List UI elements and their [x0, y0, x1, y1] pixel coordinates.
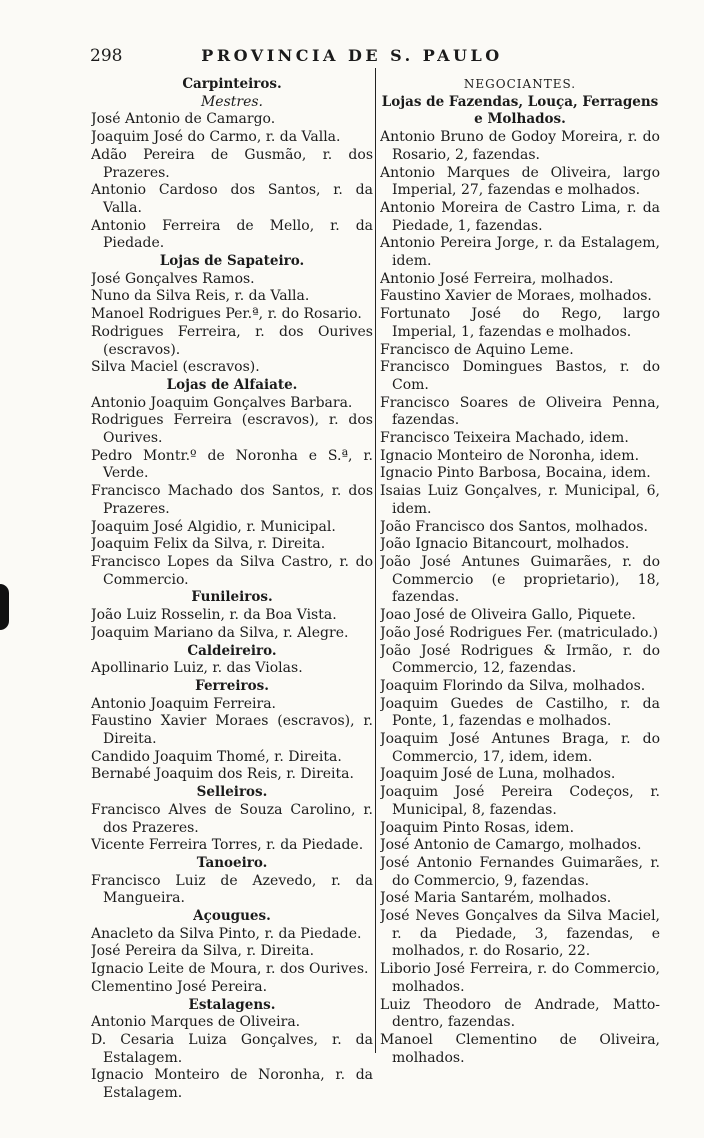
- binding-mark: [0, 584, 9, 630]
- directory-entry: Adão Pereira de Gusmão, r. dos Prazeres.: [91, 146, 373, 181]
- section-heading: Estalagens.: [188, 996, 276, 1013]
- directory-entry: José Gonçalves Ramos.: [91, 270, 255, 287]
- directory-entry: José Maria Santarém, molhados.: [380, 890, 612, 907]
- directory-entry: Ignacio Pinto Barbosa, Bocaina, idem.: [380, 465, 651, 482]
- directory-entry: Rodrigues Ferreira (escravos), r. dos Ourives.: [91, 412, 373, 447]
- sub-heading: Mestres.: [200, 93, 264, 110]
- directory-entry: Silva Maciel (escravos).: [91, 359, 260, 376]
- section-heading: Lojas de Fazendas, Louça, Ferragens e Molhados.: [381, 93, 659, 128]
- directory-entry: Joaquim Florindo da Silva, molhados.: [380, 677, 646, 694]
- directory-entry: José Neves Gonçalves da Silva Maciel, r. da Piedade, 3, fazendas, e molhados, r. do Rosario, 22.: [380, 908, 660, 960]
- section-heading: Lojas de Alfaiate.: [166, 376, 298, 393]
- directory-entry: Francisco Soares de Oliveira Penna, fazendas.: [380, 394, 660, 429]
- directory-entry: Rodrigues Ferreira, r. dos Ourives (escravos).: [91, 323, 373, 358]
- directory-entry: Francisco Lopes da Silva Castro, r. do Commercio.: [91, 553, 373, 588]
- directory-entry: Joaquim José Pereira Codeços, r. Municipal, 8, fazendas.: [380, 784, 660, 818]
- directory-entry: Candido Joaquim Thomé, r. Direita.: [91, 748, 342, 765]
- section-heading: Funileiros.: [191, 589, 273, 606]
- section-heading: Selleiros.: [196, 784, 268, 801]
- directory-entry: Luiz Theodoro de Andrade, Matto-dentro, fazendas.: [380, 996, 660, 1031]
- directory-entry: Antonio Moreira de Castro Lima, r. da Piedade, 1, fazendas.: [380, 199, 660, 234]
- directory-entry: Antonio Cardoso dos Santos, r. da Valla.: [91, 182, 373, 216]
- directory-entry: João Francisco dos Santos, molhados.: [380, 518, 648, 535]
- directory-entry: Apollinario Luiz, r. das Violas.: [91, 660, 303, 677]
- directory-entry: Ignacio Monteiro de Noronha, r. da Estalagem.: [91, 1067, 373, 1102]
- directory-entry: Joaquim Felix da Silva, r. Direita.: [91, 536, 326, 553]
- section-heading: Tanoeiro.: [196, 854, 268, 871]
- directory-entry: Ignacio Monteiro de Noronha, idem.: [380, 447, 640, 464]
- directory-entry: Nuno da Silva Reis, r. da Valla.: [91, 288, 310, 305]
- directory-entry: José Antonio Fernandes Guimarães, r. do Commercio, 9, fazendas.: [380, 854, 660, 889]
- section-heading: Ferreiros.: [195, 677, 269, 694]
- directory-entry: Francisco Alves de Souza Carolino, r. dos Prazeres.: [91, 801, 373, 836]
- directory-entry: Vicente Ferreira Torres, r. da Piedade.: [91, 837, 364, 854]
- directory-entry: Antonio Joaquim Gonçalves Barbara.: [91, 394, 353, 411]
- directory-entry: Isaias Luiz Gonçalves, r. Municipal, 6, idem.: [380, 483, 660, 517]
- running-head: PROVINCIA DE S. PAULO: [201, 46, 503, 65]
- directory-entry: João José Rodrigues & Irmão, r. do Commercio, 12, fazendas.: [380, 642, 660, 677]
- directory-entry: Joaquim José Algidio, r. Municipal.: [91, 518, 336, 535]
- page-number: 298: [90, 46, 123, 66]
- directory-entry: José Antonio de Camargo.: [91, 111, 276, 128]
- directory-entry: Clementino José Pereira.: [91, 978, 268, 995]
- directory-entry: Antonio Ferreira de Mello, r. da Piedade.: [91, 217, 373, 252]
- directory-entry: Francisco de Aquino Leme.: [380, 341, 574, 358]
- directory-entry: José Pereira da Silva, r. Direita.: [91, 943, 315, 960]
- directory-entry: João José Rodrigues Fer. (matriculado.): [380, 624, 659, 641]
- directory-entry: Antonio Joaquim Ferreira.: [91, 695, 276, 712]
- directory-entry: João José Antunes Guimarães, r. do Commercio (e proprietario), 18, fazendas.: [380, 553, 660, 606]
- directory-entry: Joaquim Guedes de Castilho, r. da Ponte, 1, fazendas e molhados.: [380, 695, 660, 730]
- directory-entry: Joaquim José do Carmo, r. da Valla.: [91, 129, 341, 146]
- directory-entry: Fortunato José do Rego, largo Imperial, 1, fazendas e molhados.: [380, 306, 660, 340]
- directory-entry: Joaquim José Antunes Braga, r. do Commercio, 17, idem, idem.: [380, 731, 660, 765]
- directory-entry: Anacleto da Silva Pinto, r. da Piedade.: [91, 925, 362, 942]
- column-rule: [375, 68, 376, 1053]
- directory-entry: Francisco Machado dos Santos, r. dos Prazeres.: [91, 483, 373, 517]
- section-heading: Lojas de Sapateiro.: [159, 253, 305, 270]
- directory-entry: Manoel Clementino de Oliveira, molhados.: [380, 1031, 660, 1066]
- directory-entry: Francisco Domingues Bastos, r. do Com.: [380, 359, 660, 393]
- directory-entry: Francisco Luiz de Azevedo, r. da Mangueira.: [91, 872, 373, 907]
- directory-entry: Antonio Bruno de Godoy Moreira, r. do Rosario, 2, fazendas.: [380, 129, 660, 163]
- directory-entry: Francisco Teixeira Machado, idem.: [380, 430, 629, 447]
- directory-entry: Ignacio Leite de Moura, r. dos Ourives.: [91, 961, 369, 978]
- directory-entry: Antonio José Ferreira, molhados.: [380, 270, 614, 287]
- section-heading: Caldeireiro.: [187, 642, 277, 659]
- directory-entry: Faustino Xavier Moraes (escravos), r. Direita.: [91, 713, 373, 748]
- directory-entry: Bernabé Joaquim dos Reis, r. Direita.: [91, 766, 354, 783]
- directory-entry: Antonio Pereira Jorge, r. da Estalagem, idem.: [380, 235, 660, 270]
- directory-entry: Joaquim Mariano da Silva, r. Alegre.: [91, 624, 349, 641]
- directory-entry: Manoel Rodrigues Per.ª, r. do Rosario.: [91, 306, 362, 323]
- directory-entry: Pedro Montr.º de Noronha e S.ª, r. Verde.: [91, 447, 373, 482]
- directory-entry: D. Cesaria Luiza Gonçalves, r. da Estalagem.: [91, 1031, 373, 1066]
- directory-entry: José Antonio de Camargo, molhados.: [380, 837, 642, 854]
- directory-entry: Faustino Xavier de Moraes, molhados.: [380, 288, 652, 305]
- directory-entry: João Ignacio Bitancourt, molhados.: [380, 536, 630, 553]
- directory-entry: Antonio Marques de Oliveira.: [91, 1014, 301, 1031]
- right-column: [380, 76, 660, 1067]
- directory-entry: Liborio José Ferreira, r. do Commercio, molhados.: [380, 961, 660, 995]
- section-heading: Açougues.: [193, 908, 271, 925]
- directory-entry: Antonio Marques de Oliveira, largo Imperial, 27, fazendas e molhados.: [380, 164, 660, 199]
- left-column: [91, 76, 373, 1103]
- section-heading: Carpinteiros.: [182, 76, 282, 92]
- column-caption: NEGOCIANTES.: [463, 77, 577, 91]
- directory-entry: Joao José de Oliveira Gallo, Piquete.: [380, 607, 636, 624]
- directory-entry: João Luiz Rosselin, r. da Boa Vista.: [91, 607, 337, 624]
- directory-entry: Joaquim Pinto Rosas, idem.: [380, 819, 575, 836]
- directory-entry: Joaquim José de Luna, molhados.: [380, 766, 616, 783]
